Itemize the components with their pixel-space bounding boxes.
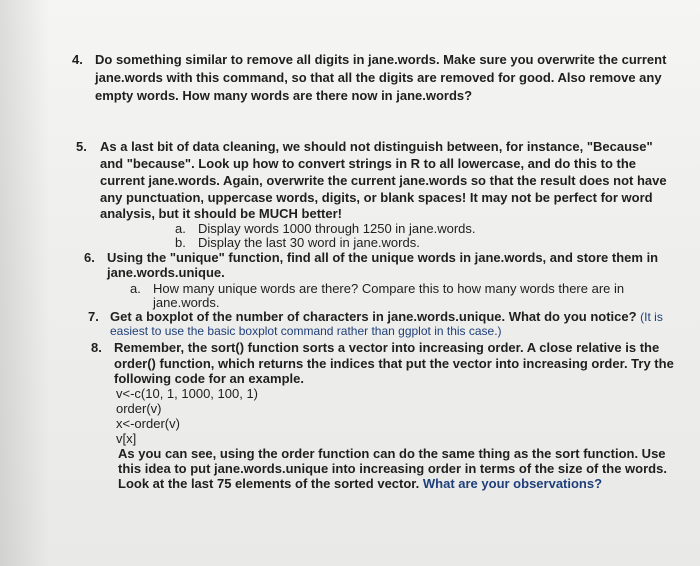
- sub-item-text: jane.words.: [153, 295, 220, 310]
- code-line: x<-order(v): [116, 416, 180, 431]
- question-text: jane.words with this command, so that all the digits are removed for good. Also remove any: [95, 70, 662, 85]
- question-number: 8.: [91, 340, 102, 355]
- question-prompt: What are your observations?: [422, 476, 603, 491]
- question-text: order() function, which returns the indices that put the vector into increasing order. Try the: [114, 356, 674, 371]
- question-text: Do something similar to remove all digits in jane.words. Make sure you overwrite the current: [95, 52, 667, 67]
- question-text-note: (It is: [640, 310, 663, 324]
- sub-item-letter: a.: [130, 281, 141, 296]
- question-text: analysis, but it should be MUCH better!: [100, 206, 342, 221]
- question-text-bold: Get a boxplot of the number of characters in jane.words.unique. What do you notice?: [110, 309, 637, 324]
- sub-item-text: Display the last 30 word in jane.words.: [198, 235, 420, 250]
- sub-item-text: How many unique words are there? Compare this to how many words there are in: [153, 281, 625, 296]
- code-line: order(v): [116, 401, 162, 416]
- question-text: As you can see, using the order function can do the same thing as the sort function. Use: [118, 446, 666, 461]
- code-line: v[x]: [116, 431, 137, 446]
- question-text: [118, 476, 602, 492]
- question-number: 7.: [88, 309, 99, 324]
- sub-item-letter: b.: [175, 235, 186, 250]
- question-text: following code for an example.: [114, 371, 304, 386]
- question-text: empty words. How many words are there now in jane.words?: [95, 88, 473, 103]
- question-text: and "because". Look up how to convert strings in R to all lowercase, and do this to the: [100, 156, 637, 171]
- question-text: current jane.words. Again, overwrite the current jane.words so that the result does not have: [100, 173, 667, 188]
- question-note: easiest to use the basic boxplot command rather than ggplot in this case.): [110, 324, 502, 338]
- question-text: Remember, the sort() function sorts a vector into increasing order. A close relative is the: [114, 340, 660, 355]
- question-number: 4.: [72, 52, 83, 67]
- question-text: jane.words.unique.: [107, 265, 225, 280]
- question-text: Using the "unique" function, find all of the unique words in jane.words, and store them in: [107, 250, 659, 265]
- question-number: 5.: [76, 139, 87, 154]
- question-text-bold: Look at the last 75 elements of the sorted vector.: [118, 476, 420, 491]
- question-text: this idea to put jane.words.unique into increasing order in terms of the size of the words.: [118, 461, 667, 476]
- sub-item-text: Display words 1000 through 1250 in jane.words.: [198, 221, 476, 236]
- question-number: 6.: [84, 250, 95, 265]
- sub-item-letter: a.: [175, 221, 186, 236]
- page-shadow: [0, 0, 50, 566]
- question-text: As a last bit of data cleaning, we should not distinguish between, for instance, "Because": [100, 139, 653, 154]
- question-text: any punctuation, uppercase words, digits, or blank spaces! It may not be perfect for word: [100, 190, 653, 205]
- code-line: v<-c(10, 1, 1000, 100, 1): [116, 386, 259, 401]
